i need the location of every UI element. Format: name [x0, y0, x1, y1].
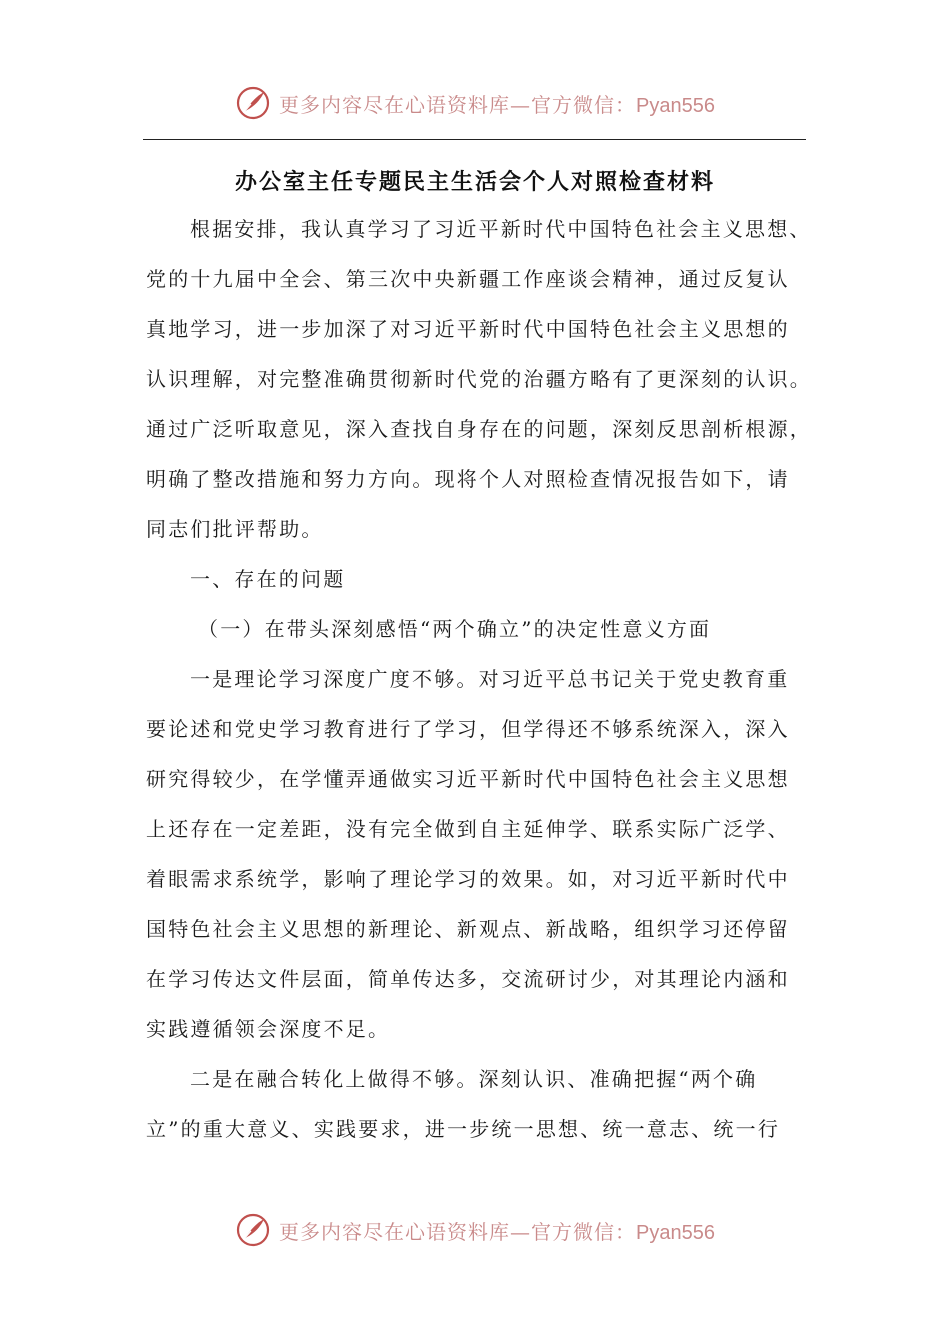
paragraph-line: 同志们批评帮助。 [146, 517, 324, 541]
paragraph-line: 实践遵循领会深度不足。 [146, 1017, 391, 1041]
watermark-contact-id: Pyan556 [636, 94, 715, 117]
section-heading: 一、存在的问题 [190, 567, 346, 591]
paragraph-line: 要论述和党史学习教育进行了学习，但学得还不够系统深入，深入 [146, 717, 790, 741]
watermark-dash: — [510, 1219, 532, 1244]
paragraph-line: 国特色社会主义思想的新理论、新观点、新战略，组织学习还停留 [146, 917, 790, 941]
paragraph-line: 党的十九届中全会、第三次中央新疆工作座谈会精神，通过反复认 [146, 267, 790, 291]
watermark-dash: — [510, 92, 532, 117]
footer-watermark [0, 1205, 950, 1255]
paragraph-line: 二是在融合转化上做得不够。深刻认识、准确把握“两个确 [190, 1067, 758, 1091]
watermark-brand: 更多内容尽在心语资料库 [279, 92, 511, 117]
paragraph-line: 立”的重大意义、实践要求，进一步统一思想、统一意志、统一行 [146, 1117, 781, 1141]
header-divider [143, 139, 806, 140]
subsection-heading: （一）在带头深刻感悟“两个确立”的决定性意义方面 [198, 617, 712, 641]
paragraph-line: 上还存在一定差距，没有完全做到自主延伸学、联系实际广泛学、 [146, 817, 790, 841]
paragraph-line: 研究得较少，在学懂弄通做实习近平新时代中国特色社会主义思想 [146, 767, 790, 791]
quill-logo-icon [235, 85, 271, 121]
watermark-contact-label: 官方微信： [531, 1219, 637, 1244]
paragraph-line: 一是理论学习深度广度不够。对习近平总书记关于党史教育重 [190, 667, 790, 691]
paragraph-line: 通过广泛听取意见，深入查找自身存在的问题，深刻反思剖析根源， [146, 417, 812, 441]
watermark-contact-label: 官方微信： [531, 92, 637, 117]
paragraph-line: 着眼需求系统学，影响了理论学习的效果。如，对习近平新时代中 [146, 867, 790, 891]
header-watermark [0, 78, 950, 128]
watermark-brand: 更多内容尽在心语资料库 [279, 1219, 511, 1244]
document-body [146, 204, 812, 1154]
paragraph-line: 真地学习，进一步加深了对习近平新时代中国特色社会主义思想的 [146, 317, 790, 341]
quill-logo-icon [235, 1212, 271, 1248]
paragraph-line: 在学习传达文件层面，简单传达多，交流研讨少，对其理论内涵和 [146, 967, 790, 991]
paragraph-line: 明确了整改措施和努力方向。现将个人对照检查情况报告如下，请 [146, 467, 790, 491]
paragraph-line: 认识理解，对完整准确贯彻新时代党的治疆方略有了更深刻的认识。 [146, 367, 812, 391]
paragraph-line: 根据安排，我认真学习了习近平新时代中国特色社会主义思想、 [190, 217, 812, 241]
document-title: 办公室主任专题民主生活会个人对照检查材料 [234, 170, 715, 195]
watermark-contact-id: Pyan556 [636, 1221, 715, 1244]
